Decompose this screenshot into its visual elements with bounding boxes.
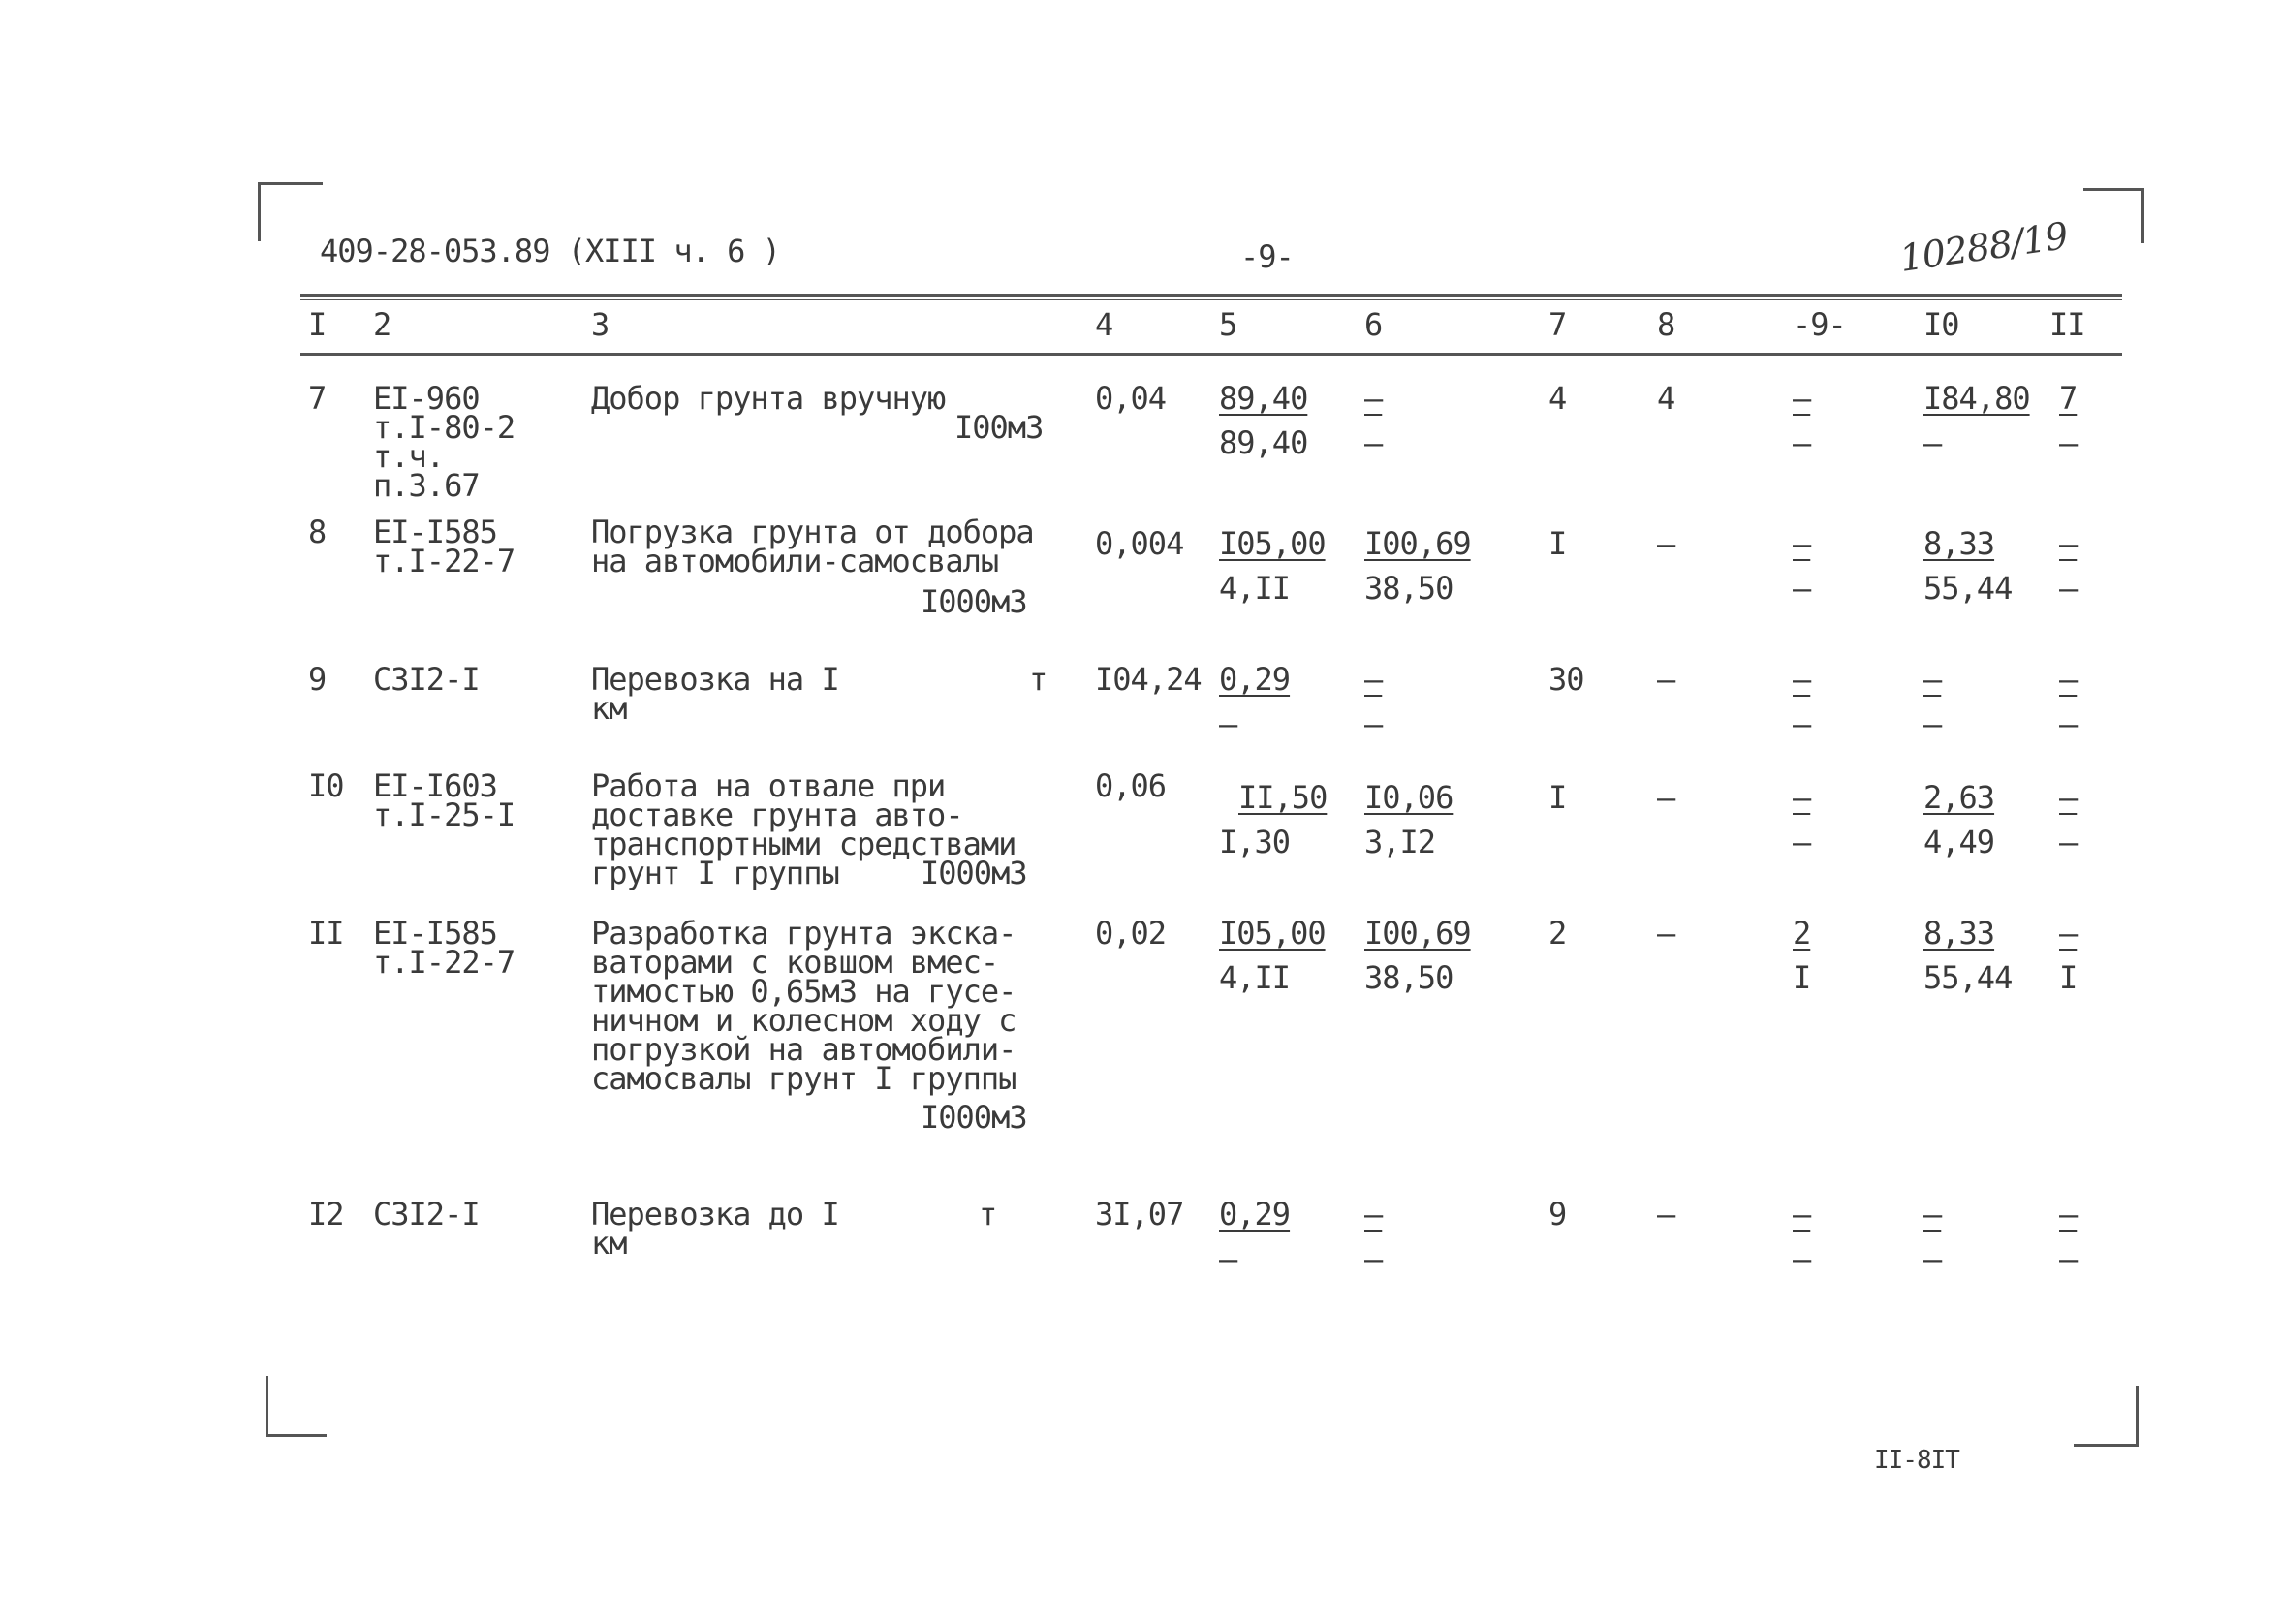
row-col7-value: 2: [1548, 915, 1567, 952]
row-col6-bottom: 3,I2: [1364, 824, 1436, 860]
row-col5-top: I05,00: [1219, 915, 1326, 952]
row-col10-bottom: –: [1923, 424, 1942, 461]
row-number: II: [308, 915, 344, 952]
header-rule-bottom: [300, 353, 2122, 356]
row-number: 8: [308, 514, 327, 550]
row-code: EI-I585 т.I-22-7: [373, 915, 516, 981]
row-col11-top: –: [2059, 1196, 2078, 1233]
row-col5-top: I05,00: [1219, 525, 1326, 562]
row-col11-bottom: –: [2059, 424, 2078, 461]
row-col6-bottom: 38,50: [1364, 570, 1454, 607]
row-col11-top: –: [2059, 779, 2078, 816]
row-col6-bottom: –: [1364, 424, 1383, 461]
row-col11-top: –: [2059, 915, 2078, 952]
row-col5-top: 0,29: [1219, 1196, 1291, 1233]
header-rule-top-2: [300, 299, 2122, 300]
row-number: I2: [308, 1196, 344, 1233]
row-col7-value: 4: [1548, 380, 1567, 417]
row-col6-top: I00,69: [1364, 915, 1471, 952]
page-number: -9-: [1240, 238, 1294, 275]
row-col6-top: –: [1364, 1196, 1383, 1233]
row-col10-top: –: [1923, 1196, 1942, 1233]
row-col9-top: –: [1793, 779, 1811, 816]
column-header-10: I0: [1923, 306, 1959, 343]
row-col11-top: –: [2059, 525, 2078, 562]
column-header-7: 7: [1548, 306, 1567, 343]
row-col8-value: –: [1657, 1196, 1675, 1233]
row-col11-bottom: –: [2059, 705, 2078, 742]
row-col10-top: 2,63: [1923, 779, 1995, 816]
column-header-8: 8: [1657, 306, 1675, 343]
row-col5-bottom: 4,II: [1219, 959, 1291, 996]
mirrored-stamp: TI8-II: [1875, 1446, 1960, 1475]
row-code: С3I2-I: [373, 1196, 480, 1233]
corner-mark-bottom-right: [2074, 1386, 2139, 1447]
row-col6-bottom: 38,50: [1364, 959, 1454, 996]
row-col4-value: 0,004: [1095, 525, 1184, 562]
header-rule-top: [300, 294, 2122, 297]
row-code: EI-I585 т.I-22-7: [373, 514, 516, 579]
row-col10-bottom: –: [1923, 1240, 1942, 1277]
handwritten-number: 10288/19: [1896, 214, 2071, 280]
row-col4-value: 3I,07: [1095, 1196, 1184, 1233]
row-col9-top: 2: [1793, 915, 1811, 952]
row-col9-top: –: [1793, 661, 1811, 698]
row-col8-value: –: [1657, 661, 1675, 698]
row-code: EI-960 т.I-80-2 т.ч. п.3.67: [373, 380, 516, 504]
row-col11-bottom: I: [2059, 959, 2078, 996]
row-col11-bottom: –: [2059, 824, 2078, 860]
row-col7-value: I: [1548, 779, 1567, 816]
row-col7-value: 30: [1548, 661, 1584, 698]
row-col5-top: II,50: [1238, 779, 1328, 816]
row-col5-bottom: 4,II: [1219, 570, 1291, 607]
row-description: Разработка грунта экска-ваторами с ковшом вмес-тимостью 0,65м3 на гусе-ничном и колесном ходу с погрузкой на автомобили-самосвалы грунт I группы: [591, 915, 1016, 1097]
row-col5-top: 0,29: [1219, 661, 1291, 698]
corner-mark-top-right: [2083, 188, 2144, 243]
row-code: С3I2-I: [373, 661, 480, 698]
row-col9-bottom: I: [1793, 959, 1811, 996]
row-col10-bottom: 55,44: [1923, 570, 2013, 607]
row-unit: т: [1029, 661, 1047, 698]
row-col7-value: I: [1548, 525, 1567, 562]
row-col6-top: –: [1364, 380, 1383, 417]
row-col5-bottom: 89,40: [1219, 424, 1308, 461]
column-header-2: 2: [373, 306, 391, 343]
row-unit: I000м3: [921, 1099, 1027, 1136]
row-col9-bottom: –: [1793, 824, 1811, 860]
row-description: Добор грунта вручную: [591, 380, 946, 417]
row-col9-bottom: –: [1793, 1240, 1811, 1277]
row-description: Перевозка на I км: [591, 661, 839, 727]
document-code: 409-28-053.89 (XIII ч. 6 ): [320, 233, 780, 269]
row-col10-top: I84,80: [1923, 380, 2030, 417]
row-number: 7: [308, 380, 327, 417]
row-col7-value: 9: [1548, 1196, 1567, 1233]
row-col8-value: –: [1657, 525, 1675, 562]
column-header-11: II: [2049, 306, 2085, 343]
row-col8-value: –: [1657, 779, 1675, 816]
row-col6-top: I00,69: [1364, 525, 1471, 562]
row-number: I0: [308, 767, 344, 804]
row-unit: I00м3: [954, 409, 1044, 446]
row-description: Перевозка до I км: [591, 1196, 839, 1262]
corner-mark-top-left: [258, 182, 323, 241]
row-col10-bottom: 55,44: [1923, 959, 2013, 996]
row-col10-top: –: [1923, 661, 1942, 698]
row-col9-bottom: –: [1793, 424, 1811, 461]
row-col8-value: –: [1657, 915, 1675, 952]
row-col6-bottom: –: [1364, 705, 1383, 742]
row-col5-bottom: –: [1219, 1240, 1237, 1277]
row-col11-bottom: –: [2059, 570, 2078, 607]
row-col5-bottom: –: [1219, 705, 1237, 742]
row-col10-bottom: 4,49: [1923, 824, 1995, 860]
row-col10-top: 8,33: [1923, 525, 1995, 562]
row-col4-value: I04,24: [1095, 661, 1202, 698]
row-col9-top: –: [1793, 1196, 1811, 1233]
corner-mark-bottom-left: [266, 1376, 327, 1437]
column-header-3: 3: [591, 306, 610, 343]
column-header-9: -9-: [1793, 306, 1846, 343]
row-col11-top: 7: [2059, 380, 2078, 417]
row-col4-value: 0,06: [1095, 767, 1167, 804]
row-col5-top: 89,40: [1219, 380, 1308, 417]
row-col11-bottom: –: [2059, 1240, 2078, 1277]
row-col9-bottom: –: [1793, 705, 1811, 742]
row-col8-value: 4: [1657, 380, 1675, 417]
row-col6-bottom: –: [1364, 1240, 1383, 1277]
row-col6-top: –: [1364, 661, 1383, 698]
row-description: Погрузка грунта от добора на автомобили-самосвалы: [591, 514, 1034, 579]
row-col9-bottom: –: [1793, 570, 1811, 607]
row-col5-bottom: I,30: [1219, 824, 1291, 860]
row-code: EI-I603 т.I-25-I: [373, 767, 516, 833]
row-col4-value: 0,04: [1095, 380, 1167, 417]
row-unit: т: [979, 1196, 997, 1233]
row-col4-value: 0,02: [1095, 915, 1167, 952]
row-number: 9: [308, 661, 327, 698]
row-unit: I000м3: [921, 583, 1027, 620]
row-unit: I000м3: [921, 855, 1027, 891]
row-col10-top: 8,33: [1923, 915, 1995, 952]
row-col11-top: –: [2059, 661, 2078, 698]
column-header-6: 6: [1364, 306, 1383, 343]
column-header-4: 4: [1095, 306, 1113, 343]
column-header-5: 5: [1219, 306, 1237, 343]
column-header-1: I: [308, 306, 327, 343]
row-col10-bottom: –: [1923, 705, 1942, 742]
row-col9-top: –: [1793, 380, 1811, 417]
row-col6-top: I0,06: [1364, 779, 1454, 816]
row-col9-top: –: [1793, 525, 1811, 562]
row-description: Работа на отвале при доставке грунта авто-транспортными средствами грунт I группы: [591, 767, 1016, 891]
